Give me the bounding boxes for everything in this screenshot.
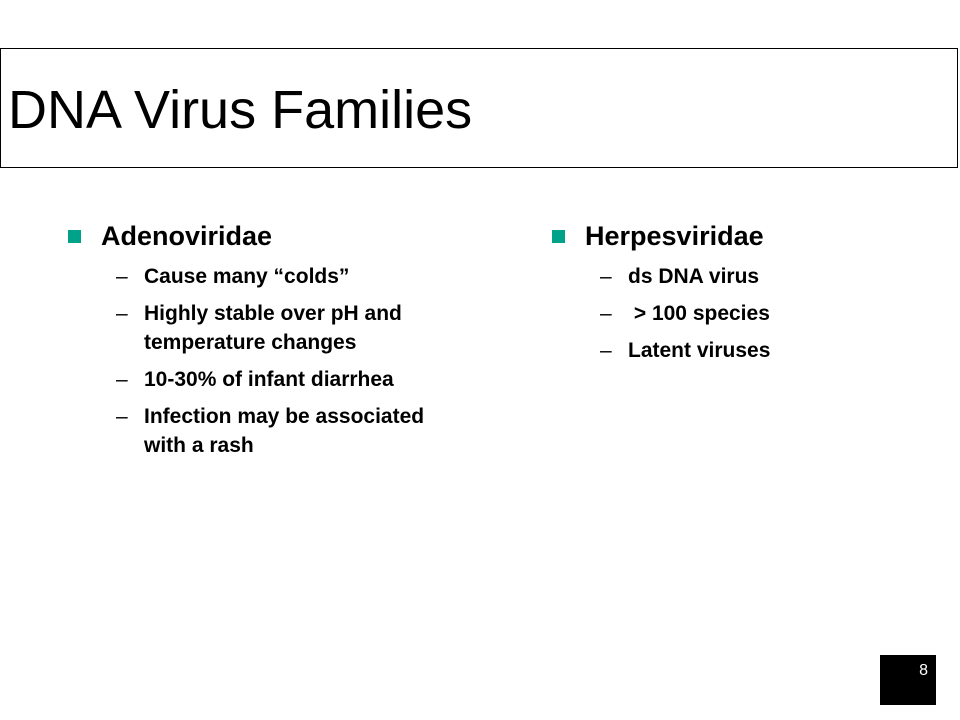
right-sub-list: [552, 262, 932, 365]
list-item: [68, 262, 448, 291]
left-column: [68, 218, 448, 468]
dash-bullet: –: [116, 368, 128, 391]
list-item-text: ds DNA virus: [628, 265, 760, 288]
left-sub-list: [68, 262, 448, 460]
square-bullet-icon: [68, 230, 81, 243]
square-bullet-icon: [552, 230, 565, 243]
list-item-text: Cause many “colds”: [144, 265, 350, 288]
list-item: [68, 299, 448, 357]
left-heading: Adenoviridae: [101, 220, 273, 251]
slide-title: DNA Virus Families: [8, 80, 473, 140]
right-column: [552, 218, 932, 373]
list-item: [68, 365, 448, 394]
page-number: 8: [919, 662, 928, 679]
left-heading-row: [68, 218, 448, 254]
right-heading: Herpesviridae: [585, 220, 764, 251]
dash-bullet: –: [600, 339, 612, 362]
dash-bullet: –: [116, 405, 128, 428]
dash-bullet: –: [116, 265, 128, 288]
right-heading-row: [552, 218, 932, 254]
dash-bullet: –: [600, 302, 612, 325]
dash-bullet: –: [600, 265, 612, 288]
list-item: [552, 336, 932, 365]
list-item: [68, 402, 448, 460]
dash-bullet: –: [116, 302, 128, 325]
list-item-text: 10-30% of infant diarrhea: [144, 368, 394, 391]
list-item-text: Latent viruses: [628, 339, 771, 362]
page-number-box: [880, 655, 936, 705]
list-item: [552, 299, 932, 328]
list-item-text: Highly stable over pH and temperature changes: [144, 302, 408, 354]
list-item-text: Infection may be associated with a rash: [144, 405, 430, 457]
list-item-text: > 100 species: [628, 302, 770, 325]
list-item: [552, 262, 932, 291]
